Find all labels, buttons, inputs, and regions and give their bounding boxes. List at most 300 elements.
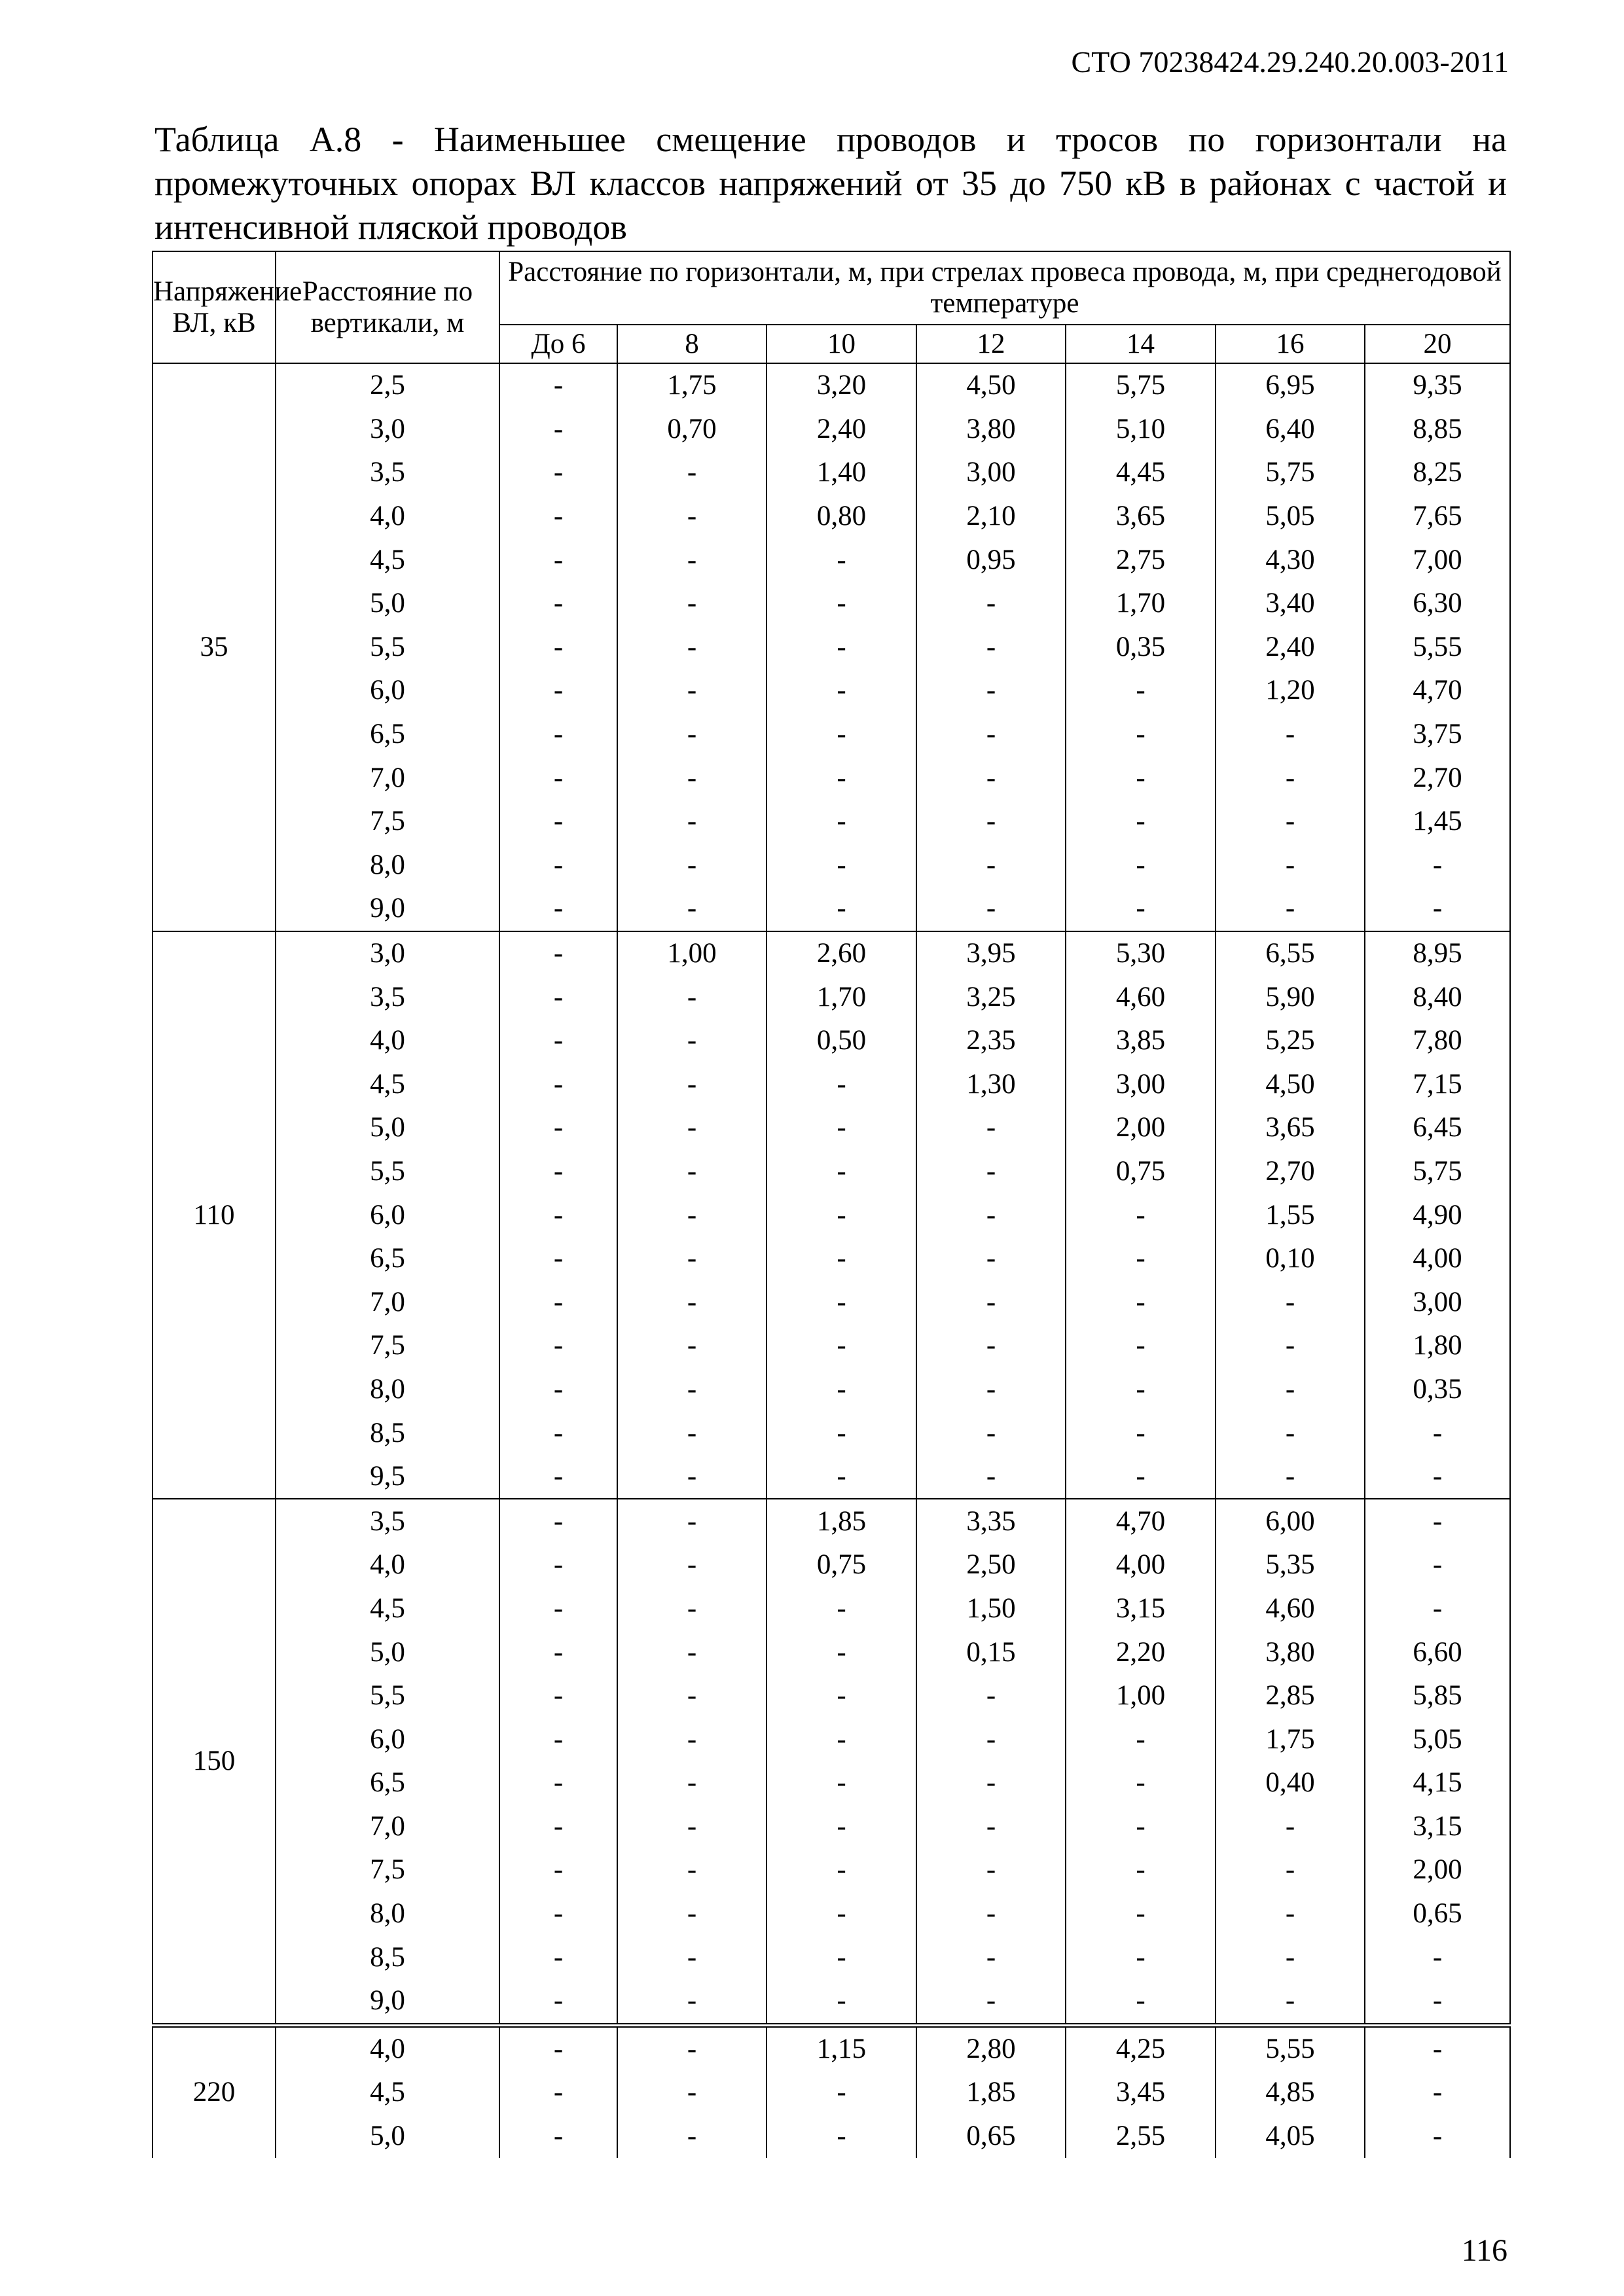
offset-cell: - xyxy=(1365,2115,1510,2159)
table-row xyxy=(153,1237,1510,1281)
table-row xyxy=(153,538,1510,582)
offset-cell: 0,35 xyxy=(1066,626,1216,670)
table-row xyxy=(153,1280,1510,1324)
vertical-distance-cell: 4,5 xyxy=(276,538,499,582)
data-table xyxy=(152,251,1511,2158)
table-row xyxy=(153,1543,1510,1587)
table-row xyxy=(153,1892,1510,1936)
offset-cell: - xyxy=(499,1411,617,1455)
offset-cell: - xyxy=(1216,1280,1365,1324)
offset-cell: - xyxy=(617,1979,767,2025)
offset-cell: 4,00 xyxy=(1365,1237,1510,1281)
offset-cell: - xyxy=(1066,1848,1216,1892)
offset-cell: 4,05 xyxy=(1216,2115,1365,2159)
offset-cell: - xyxy=(916,1455,1066,1499)
offset-cell: 5,75 xyxy=(1365,1150,1510,1194)
offset-cell: 5,75 xyxy=(1066,363,1216,408)
offset-cell: - xyxy=(617,1324,767,1368)
vertical-distance-cell: 3,0 xyxy=(276,931,499,976)
offset-cell: - xyxy=(617,1935,767,1979)
vertical-distance-cell: 5,0 xyxy=(276,582,499,626)
table-row xyxy=(153,1150,1510,1194)
offset-cell: 7,00 xyxy=(1365,538,1510,582)
offset-cell: - xyxy=(1365,1979,1510,2025)
header-voltage: Напряжение ВЛ, кВ xyxy=(153,251,276,363)
offset-cell: - xyxy=(499,1193,617,1237)
offset-cell: - xyxy=(499,2071,617,2115)
offset-cell: - xyxy=(1066,1324,1216,1368)
offset-cell: 5,05 xyxy=(1216,495,1365,539)
table-row xyxy=(153,1063,1510,1107)
offset-cell: - xyxy=(767,1848,916,1892)
offset-cell: 6,60 xyxy=(1365,1630,1510,1674)
offset-cell: - xyxy=(767,1761,916,1805)
vertical-distance-cell: 5,5 xyxy=(276,626,499,670)
offset-cell: - xyxy=(1216,1979,1365,2025)
vertical-distance-cell: 7,0 xyxy=(276,756,499,800)
offset-cell: 4,15 xyxy=(1365,1761,1510,1805)
offset-cell: - xyxy=(1216,713,1365,757)
offset-cell: 2,60 xyxy=(767,931,916,976)
offset-cell: 4,45 xyxy=(1066,451,1216,495)
table-row xyxy=(153,1630,1510,1674)
header-sag-2: 10 xyxy=(767,325,916,363)
offset-cell: 2,00 xyxy=(1365,1848,1510,1892)
offset-cell: - xyxy=(617,1848,767,1892)
offset-cell: - xyxy=(499,1674,617,1718)
offset-cell: 2,40 xyxy=(1216,626,1365,670)
offset-cell: - xyxy=(767,1935,916,1979)
table-row xyxy=(153,713,1510,757)
table-row xyxy=(153,408,1510,452)
offset-cell: - xyxy=(916,1717,1066,1761)
offset-cell: - xyxy=(1216,1935,1365,1979)
offset-cell: 6,55 xyxy=(1216,931,1365,976)
offset-cell: - xyxy=(1066,1717,1216,1761)
offset-cell: 2,10 xyxy=(916,495,1066,539)
voltage-cell: 220 xyxy=(153,2025,276,2158)
table-row xyxy=(153,2115,1510,2159)
offset-cell: 5,05 xyxy=(1365,1717,1510,1761)
offset-cell: - xyxy=(1216,756,1365,800)
offset-cell: - xyxy=(499,1368,617,1412)
offset-cell: 7,80 xyxy=(1365,1019,1510,1063)
offset-cell: - xyxy=(1066,844,1216,888)
offset-cell: 1,45 xyxy=(1365,800,1510,844)
offset-cell: 7,15 xyxy=(1365,1063,1510,1107)
table-row xyxy=(153,626,1510,670)
table-row xyxy=(153,1979,1510,2025)
offset-cell: 8,95 xyxy=(1365,931,1510,976)
vertical-distance-cell: 7,5 xyxy=(276,800,499,844)
vertical-distance-cell: 8,5 xyxy=(276,1411,499,1455)
offset-cell: 5,25 xyxy=(1216,1019,1365,1063)
offset-cell: 0,65 xyxy=(916,2115,1066,2159)
table-row xyxy=(153,1411,1510,1455)
offset-cell: - xyxy=(1066,1805,1216,1849)
offset-cell: 4,50 xyxy=(1216,1063,1365,1107)
offset-cell: - xyxy=(767,582,916,626)
offset-cell: 0,35 xyxy=(1365,1368,1510,1412)
offset-cell: - xyxy=(767,1630,916,1674)
vertical-distance-cell: 3,0 xyxy=(276,408,499,452)
vertical-distance-cell: 7,5 xyxy=(276,1324,499,1368)
offset-cell: 3,20 xyxy=(767,363,916,408)
offset-cell: - xyxy=(499,1979,617,2025)
offset-cell: 2,40 xyxy=(767,408,916,452)
offset-cell: - xyxy=(499,1499,617,1543)
offset-cell: 1,00 xyxy=(617,931,767,976)
offset-cell: 3,00 xyxy=(1066,1063,1216,1107)
offset-cell: - xyxy=(1216,1848,1365,1892)
offset-cell: - xyxy=(916,844,1066,888)
offset-cell: 2,75 xyxy=(1066,538,1216,582)
offset-cell: 8,85 xyxy=(1365,408,1510,452)
table-row xyxy=(153,2071,1510,2115)
offset-cell: 1,55 xyxy=(1216,1193,1365,1237)
offset-cell: - xyxy=(916,713,1066,757)
table-row xyxy=(153,887,1510,931)
offset-cell: - xyxy=(499,582,617,626)
offset-cell: - xyxy=(617,1805,767,1849)
offset-cell: - xyxy=(767,1193,916,1237)
offset-cell: - xyxy=(617,1543,767,1587)
offset-cell: - xyxy=(499,800,617,844)
vertical-distance-cell: 5,5 xyxy=(276,1150,499,1194)
offset-cell: - xyxy=(617,887,767,931)
vertical-distance-cell: 4,0 xyxy=(276,1019,499,1063)
vertical-distance-cell: 6,5 xyxy=(276,713,499,757)
offset-cell: - xyxy=(499,1805,617,1849)
offset-cell: - xyxy=(916,800,1066,844)
offset-cell: - xyxy=(1216,1368,1365,1412)
offset-cell: - xyxy=(499,1019,617,1063)
table-row xyxy=(153,1761,1510,1805)
offset-cell: 0,70 xyxy=(617,408,767,452)
offset-cell: 0,75 xyxy=(1066,1150,1216,1194)
offset-cell: - xyxy=(1365,844,1510,888)
offset-cell: 1,20 xyxy=(1216,669,1365,713)
offset-cell: - xyxy=(617,1368,767,1412)
offset-cell: 5,90 xyxy=(1216,975,1365,1019)
offset-cell: 2,35 xyxy=(916,1019,1066,1063)
offset-cell: - xyxy=(1365,2071,1510,2115)
table-row xyxy=(153,1848,1510,1892)
offset-cell: 3,45 xyxy=(1066,2071,1216,2115)
offset-cell: - xyxy=(1365,887,1510,931)
offset-cell: 6,40 xyxy=(1216,408,1365,452)
offset-cell: - xyxy=(617,669,767,713)
offset-cell: - xyxy=(767,1280,916,1324)
offset-cell: - xyxy=(916,1935,1066,1979)
offset-cell: - xyxy=(499,2115,617,2159)
offset-cell: - xyxy=(767,1324,916,1368)
vertical-distance-cell: 8,0 xyxy=(276,1892,499,1936)
offset-cell: - xyxy=(1066,1935,1216,1979)
offset-cell: - xyxy=(767,1237,916,1281)
offset-cell: - xyxy=(617,2071,767,2115)
offset-cell: 6,45 xyxy=(1365,1106,1510,1150)
offset-cell: 3,15 xyxy=(1365,1805,1510,1849)
offset-cell: 1,75 xyxy=(1216,1717,1365,1761)
table-row xyxy=(153,2025,1510,2071)
offset-cell: - xyxy=(499,1280,617,1324)
offset-cell: 1,30 xyxy=(916,1063,1066,1107)
offset-cell: - xyxy=(916,582,1066,626)
table-row xyxy=(153,756,1510,800)
offset-cell: 1,40 xyxy=(767,451,916,495)
offset-cell: - xyxy=(1365,1411,1510,1455)
vertical-distance-cell: 7,0 xyxy=(276,1805,499,1849)
offset-cell: - xyxy=(1066,1193,1216,1237)
offset-cell: - xyxy=(499,1630,617,1674)
vertical-distance-cell: 9,5 xyxy=(276,1455,499,1499)
offset-cell: 5,35 xyxy=(1216,1543,1365,1587)
offset-cell: 5,55 xyxy=(1216,2025,1365,2071)
offset-cell: - xyxy=(499,931,617,976)
table-row xyxy=(153,1674,1510,1718)
offset-cell: - xyxy=(617,495,767,539)
offset-cell: 3,85 xyxy=(1066,1019,1216,1063)
offset-cell: - xyxy=(617,1761,767,1805)
offset-cell: - xyxy=(916,1892,1066,1936)
offset-cell: - xyxy=(499,887,617,931)
offset-cell: 7,65 xyxy=(1365,495,1510,539)
offset-cell: - xyxy=(916,887,1066,931)
offset-cell: - xyxy=(499,451,617,495)
offset-cell: - xyxy=(916,1411,1066,1455)
offset-cell: - xyxy=(767,1368,916,1412)
offset-cell: - xyxy=(767,1717,916,1761)
offset-cell: 0,15 xyxy=(916,1630,1066,1674)
offset-cell: 0,75 xyxy=(767,1543,916,1587)
vertical-distance-cell: 3,5 xyxy=(276,975,499,1019)
offset-cell: - xyxy=(1216,844,1365,888)
vertical-distance-cell: 5,0 xyxy=(276,1106,499,1150)
offset-cell: - xyxy=(617,1280,767,1324)
offset-cell: - xyxy=(916,1674,1066,1718)
offset-cell: - xyxy=(916,1237,1066,1281)
offset-cell: - xyxy=(617,1674,767,1718)
offset-cell: - xyxy=(1066,1280,1216,1324)
offset-cell: - xyxy=(767,1455,916,1499)
offset-cell: - xyxy=(499,363,617,408)
offset-cell: - xyxy=(1066,1979,1216,2025)
offset-cell: 4,00 xyxy=(1066,1543,1216,1587)
offset-cell: 3,65 xyxy=(1066,495,1216,539)
offset-cell: 1,50 xyxy=(916,1587,1066,1631)
offset-cell: - xyxy=(916,756,1066,800)
offset-cell: - xyxy=(1365,1499,1510,1543)
offset-cell: - xyxy=(617,1587,767,1631)
table-row xyxy=(153,1106,1510,1150)
offset-cell: 2,55 xyxy=(1066,2115,1216,2159)
offset-cell: - xyxy=(1216,800,1365,844)
offset-cell: - xyxy=(499,495,617,539)
offset-cell: - xyxy=(1066,1368,1216,1412)
offset-cell: - xyxy=(1365,2025,1510,2071)
offset-cell: - xyxy=(617,1717,767,1761)
offset-cell: - xyxy=(767,1106,916,1150)
offset-cell: - xyxy=(617,2115,767,2159)
table-row xyxy=(153,1368,1510,1412)
offset-cell: - xyxy=(916,1324,1066,1368)
offset-cell: - xyxy=(617,713,767,757)
offset-cell: 0,10 xyxy=(1216,1237,1365,1281)
offset-cell: 4,90 xyxy=(1365,1193,1510,1237)
offset-cell: - xyxy=(767,1587,916,1631)
offset-cell: 4,60 xyxy=(1066,975,1216,1019)
offset-cell: - xyxy=(1066,1455,1216,1499)
offset-cell: - xyxy=(499,1237,617,1281)
offset-cell: - xyxy=(1066,1237,1216,1281)
document-code: СТО 70238424.29.240.20.003-2011 xyxy=(1071,45,1509,79)
offset-cell: 1,80 xyxy=(1365,1324,1510,1368)
offset-cell: - xyxy=(617,1063,767,1107)
offset-cell: 5,30 xyxy=(1066,931,1216,976)
offset-cell: 8,25 xyxy=(1365,451,1510,495)
offset-cell: 4,70 xyxy=(1365,669,1510,713)
table-row xyxy=(153,1019,1510,1063)
voltage-cell: 110 xyxy=(153,931,276,1499)
offset-cell: 4,25 xyxy=(1066,2025,1216,2071)
offset-cell: - xyxy=(617,1106,767,1150)
offset-cell: - xyxy=(617,844,767,888)
offset-cell: 2,85 xyxy=(1216,1674,1365,1718)
offset-cell: 6,00 xyxy=(1216,1499,1365,1543)
offset-cell: 0,80 xyxy=(767,495,916,539)
offset-cell: - xyxy=(499,1717,617,1761)
offset-cell: - xyxy=(499,1761,617,1805)
offset-cell: 0,65 xyxy=(1365,1892,1510,1936)
offset-cell: - xyxy=(617,756,767,800)
offset-cell: - xyxy=(916,1761,1066,1805)
table-row xyxy=(153,1717,1510,1761)
vertical-distance-cell: 9,0 xyxy=(276,887,499,931)
offset-cell: 2,50 xyxy=(916,1543,1066,1587)
offset-cell: 4,60 xyxy=(1216,1587,1365,1631)
offset-cell: - xyxy=(499,1587,617,1631)
offset-cell: - xyxy=(767,887,916,931)
offset-cell: - xyxy=(499,1150,617,1194)
table-row xyxy=(153,669,1510,713)
table-row xyxy=(153,1805,1510,1849)
table-row xyxy=(153,1193,1510,1237)
offset-cell: - xyxy=(916,1805,1066,1849)
offset-cell: 4,30 xyxy=(1216,538,1365,582)
offset-cell: - xyxy=(617,1499,767,1543)
offset-cell: 4,70 xyxy=(1066,1499,1216,1543)
vertical-distance-cell: 5,5 xyxy=(276,1674,499,1718)
offset-cell: - xyxy=(1066,1411,1216,1455)
vertical-distance-cell: 6,5 xyxy=(276,1761,499,1805)
offset-cell: - xyxy=(767,1979,916,2025)
vertical-distance-cell: 4,5 xyxy=(276,2071,499,2115)
table-caption: Таблица А.8 - Наименьшее смещение проводов и тросов по горизонтали на промежуточных опорах ВЛ классов напряжений от 35 до 750 кВ в районах с частой и интенсивной пляской проводов xyxy=(154,120,1507,247)
offset-cell: - xyxy=(499,756,617,800)
offset-cell: 1,70 xyxy=(1066,582,1216,626)
offset-cell: - xyxy=(916,1106,1066,1150)
table-row xyxy=(153,495,1510,539)
table-row xyxy=(153,1587,1510,1631)
offset-cell: - xyxy=(499,626,617,670)
offset-cell: - xyxy=(617,1411,767,1455)
table-row xyxy=(153,1935,1510,1979)
offset-cell: - xyxy=(767,1411,916,1455)
offset-cell: - xyxy=(617,1237,767,1281)
offset-cell: 3,35 xyxy=(916,1499,1066,1543)
vertical-distance-cell: 2,5 xyxy=(276,363,499,408)
offset-cell: 4,50 xyxy=(916,363,1066,408)
offset-cell: - xyxy=(1066,1761,1216,1805)
offset-cell: - xyxy=(499,669,617,713)
vertical-distance-cell: 4,0 xyxy=(276,1543,499,1587)
offset-cell: - xyxy=(767,800,916,844)
offset-cell: - xyxy=(767,2115,916,2159)
table-row xyxy=(153,1455,1510,1499)
header-horizontal-distance: Расстояние по горизонтали, м, при стрелах провеса провода, м, при среднегодовой температуре xyxy=(499,251,1510,325)
header-sag-4: 14 xyxy=(1066,325,1216,363)
vertical-distance-cell: 6,5 xyxy=(276,1237,499,1281)
offset-cell: - xyxy=(617,626,767,670)
offset-cell: - xyxy=(617,1892,767,1936)
table-row xyxy=(153,1324,1510,1368)
header-sag-5: 16 xyxy=(1216,325,1365,363)
vertical-distance-cell: 4,0 xyxy=(276,495,499,539)
offset-cell: - xyxy=(499,1848,617,1892)
offset-cell: 3,25 xyxy=(916,975,1066,1019)
offset-cell: 8,40 xyxy=(1365,975,1510,1019)
vertical-distance-cell: 7,5 xyxy=(276,1848,499,1892)
vertical-distance-cell: 8,0 xyxy=(276,1368,499,1412)
offset-cell: - xyxy=(499,1455,617,1499)
header-sag-3: 12 xyxy=(916,325,1066,363)
offset-cell: - xyxy=(499,844,617,888)
offset-cell: - xyxy=(499,1063,617,1107)
vertical-distance-cell: 3,5 xyxy=(276,451,499,495)
offset-cell: - xyxy=(1365,1543,1510,1587)
vertical-distance-cell: 7,0 xyxy=(276,1280,499,1324)
offset-cell: 3,40 xyxy=(1216,582,1365,626)
offset-cell: - xyxy=(1066,756,1216,800)
offset-cell: 0,50 xyxy=(767,1019,916,1063)
offset-cell: - xyxy=(617,975,767,1019)
offset-cell: - xyxy=(499,408,617,452)
offset-cell: - xyxy=(1066,1892,1216,1936)
table-row xyxy=(153,582,1510,626)
offset-cell: - xyxy=(617,582,767,626)
table-row xyxy=(153,931,1510,976)
offset-cell: - xyxy=(1216,1324,1365,1368)
offset-cell: - xyxy=(1066,713,1216,757)
offset-cell: - xyxy=(767,756,916,800)
voltage-cell: 150 xyxy=(153,1499,276,2025)
offset-cell: 1,85 xyxy=(916,2071,1066,2115)
offset-cell: 2,20 xyxy=(1066,1630,1216,1674)
offset-cell: 2,80 xyxy=(916,2025,1066,2071)
offset-cell: 3,65 xyxy=(1216,1106,1365,1150)
offset-cell: - xyxy=(1365,1935,1510,1979)
offset-cell: - xyxy=(1216,1411,1365,1455)
vertical-distance-cell: 3,5 xyxy=(276,1499,499,1543)
offset-cell: - xyxy=(617,1150,767,1194)
offset-cell: 5,10 xyxy=(1066,408,1216,452)
vertical-distance-cell: 4,5 xyxy=(276,1587,499,1631)
offset-cell: 3,95 xyxy=(916,931,1066,976)
offset-cell: - xyxy=(1066,669,1216,713)
table-row xyxy=(153,800,1510,844)
offset-cell: - xyxy=(499,1324,617,1368)
